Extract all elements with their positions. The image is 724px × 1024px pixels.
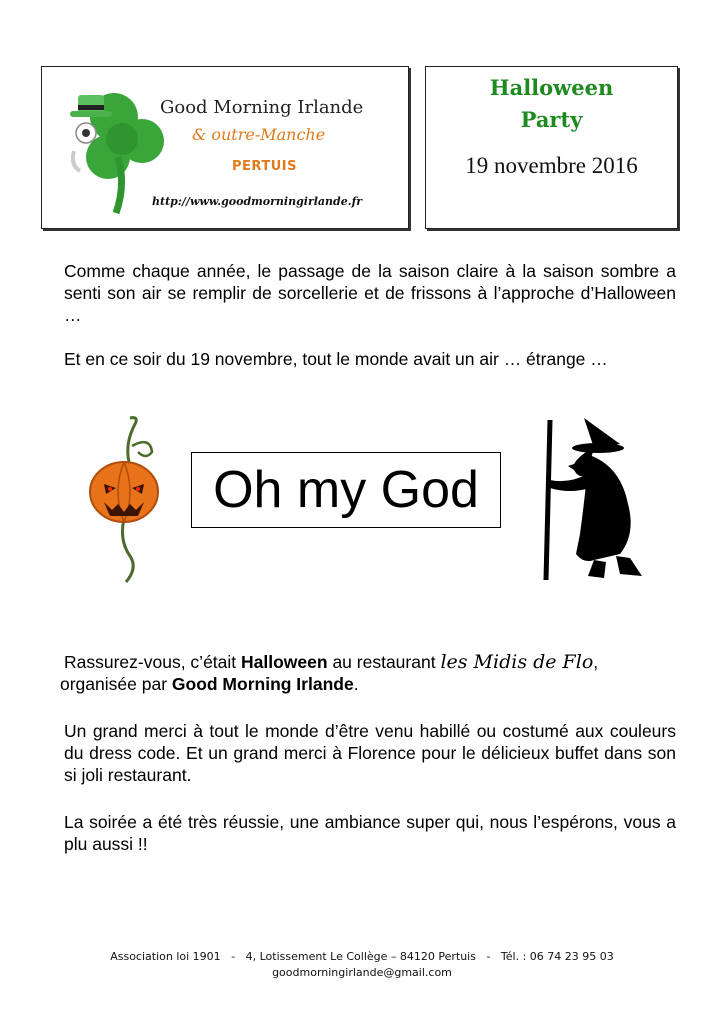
halloween-bold: Halloween	[241, 652, 328, 672]
organizer-bold: Good Morning Irlande	[171, 674, 354, 694]
halloween-paragraph: Rassurez-vous, c’était Halloween au restaurant les Midis de Flo, organisée par Good Morning Irlande.	[60, 651, 599, 694]
event-date: 19 novembre 2016	[465, 153, 638, 178]
banner-text: Oh my God	[213, 461, 479, 519]
restaurant-name: les Midis de Flo	[440, 651, 594, 673]
footer-email[interactable]: goodmorningirlande@gmail.com	[272, 966, 452, 979]
oh-my-god-banner	[191, 452, 501, 528]
logo-url[interactable]: http://www.goodmorningirlande.fr	[152, 195, 363, 208]
event-title-line2: Party	[520, 107, 583, 132]
logo-subtitle: & outre-Manche	[192, 125, 326, 144]
logo-name: Good Morning Irlande	[160, 97, 364, 118]
thanks-paragraph: Un grand merci à tout le monde d’être venu habillé ou costumé aux couleurs du dress code. Et un grand merci à Florence pour le délicieux buffet dans son si joli restaurant.	[64, 721, 676, 785]
pumpkin-icon	[86, 416, 166, 584]
logo-box	[41, 66, 409, 229]
evening-paragraph: Et en ce soir du 19 novembre, tout le monde avait un air … étrange …	[64, 349, 608, 369]
footer-address: Association loi 1901 - 4, Lotissement Le Collège – 84120 Pertuis - Tél. : 06 74 23 95 03	[110, 950, 614, 963]
intro-paragraph: Comme chaque année, le passage de la saison claire à la saison sombre a senti son air se remplir de sorcellerie et de frissons à l’approche d’Halloween …	[64, 261, 676, 325]
event-title-box	[425, 66, 678, 229]
shamrock-logo-icon	[56, 75, 166, 215]
event-title-line1: Halloween	[489, 75, 614, 100]
closing-paragraph: La soirée a été très réussie, une ambiance super qui, nous l’espérons, vous a plu aussi !!	[64, 812, 676, 854]
logo-city: PERTUIS	[232, 159, 297, 174]
witch-silhouette-icon	[524, 414, 648, 584]
